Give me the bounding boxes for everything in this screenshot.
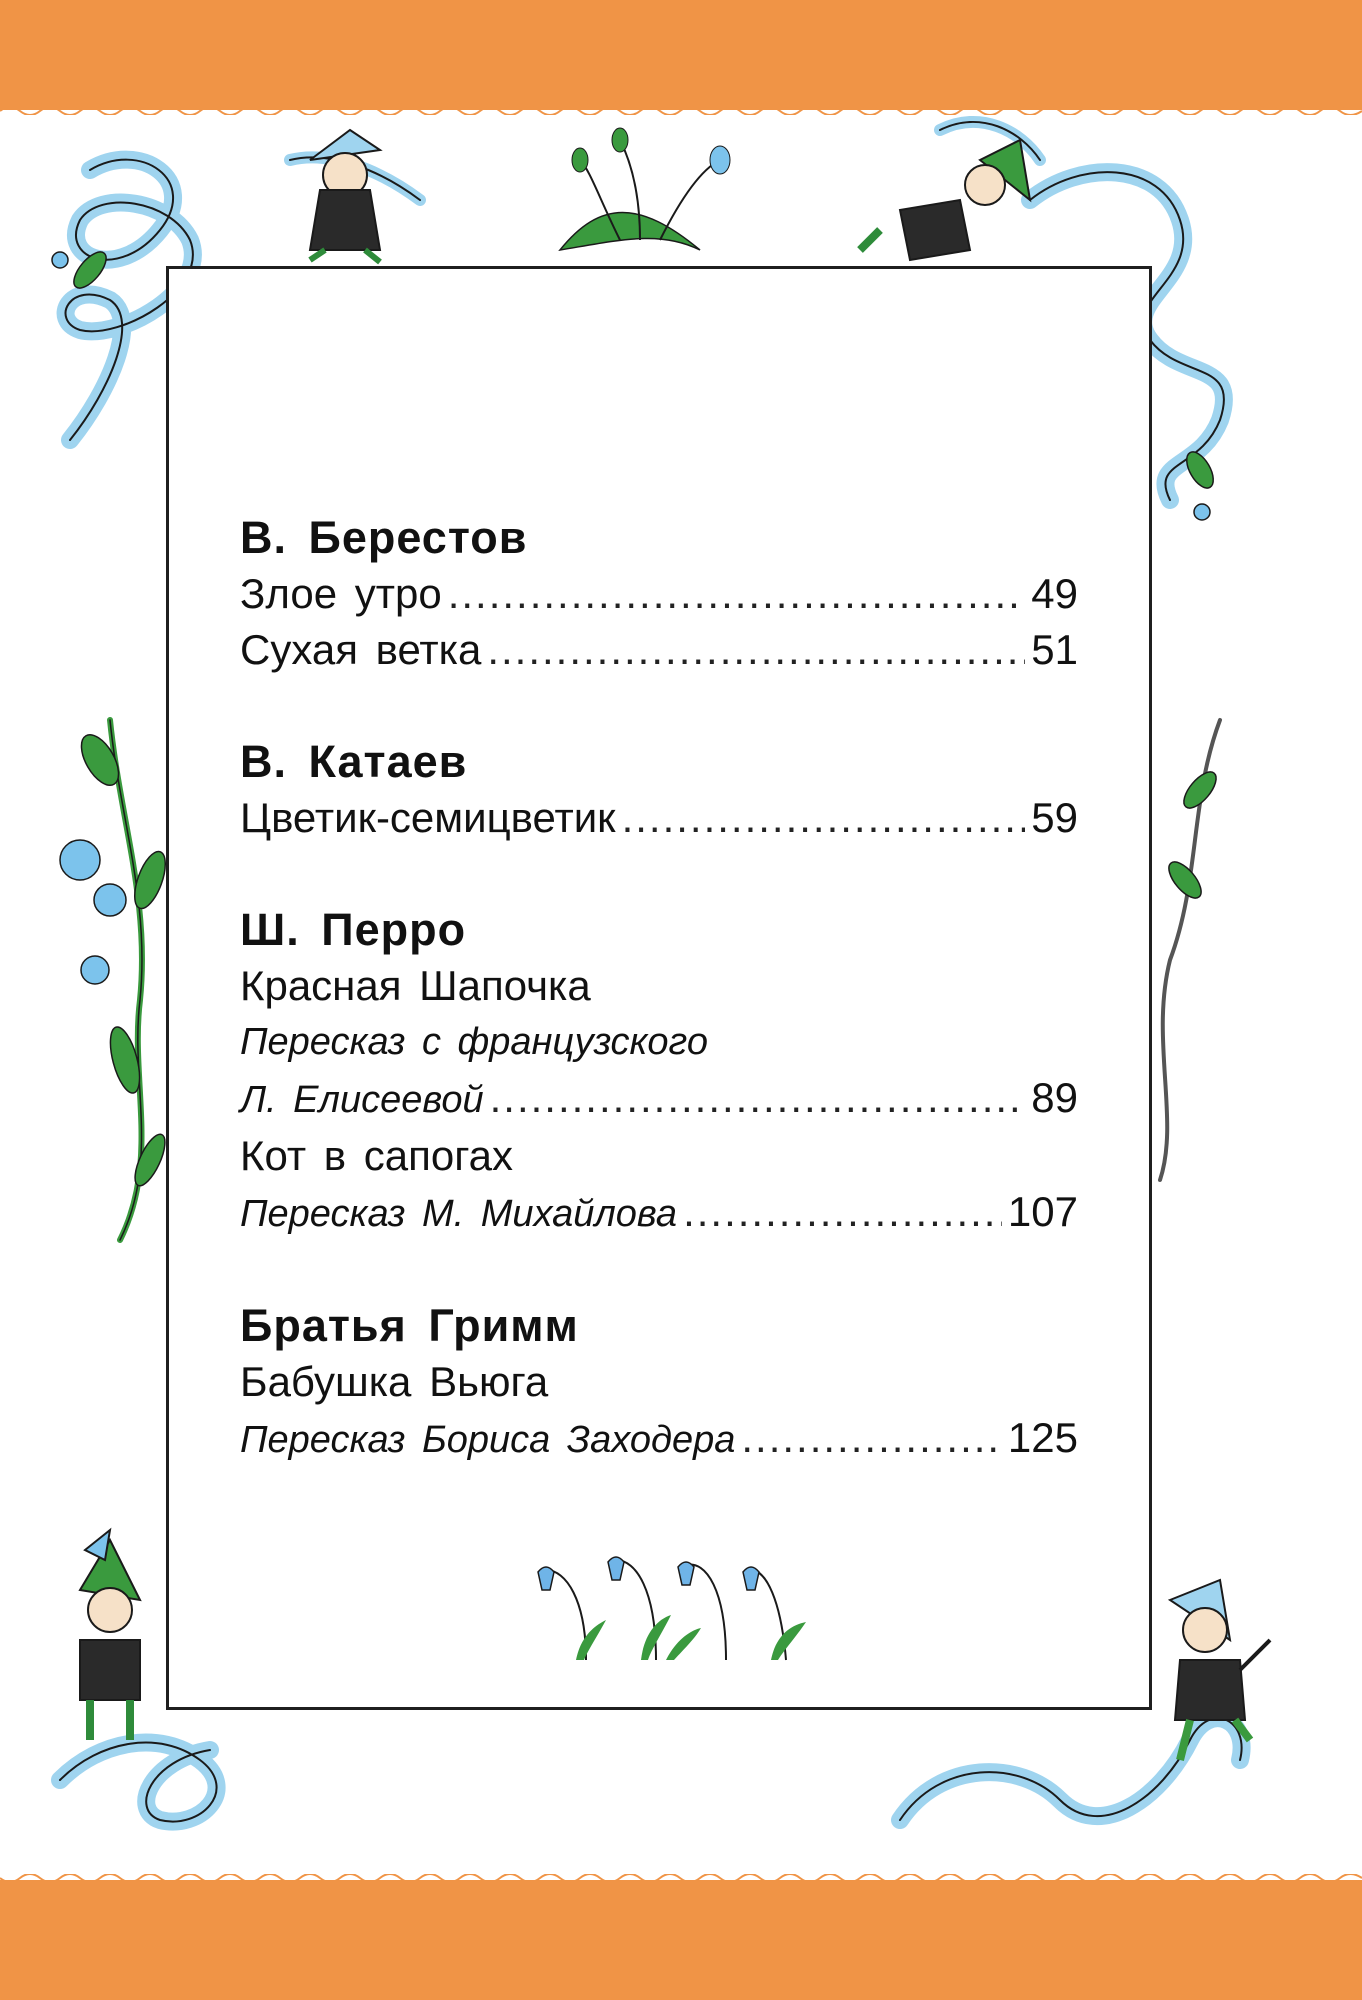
- toc-group-grimm: [240, 1298, 1078, 1468]
- entry-note: Пересказ Бориса Заходера: [240, 1419, 736, 1461]
- page-number: 125: [1007, 1414, 1078, 1461]
- dot-leader: [448, 566, 1026, 622]
- page-number: 51: [1031, 626, 1078, 673]
- dot-leader: [490, 1070, 1026, 1126]
- toc-group-kataev: [240, 734, 1078, 846]
- gnome-bottom-right: [1170, 1580, 1270, 1760]
- toc-entry[interactable]: [240, 1070, 1078, 1128]
- toc-entry[interactable]: [240, 622, 1078, 678]
- author-heading: В. Катаев: [240, 736, 468, 787]
- page-number: 49: [1031, 570, 1078, 617]
- toc-entry[interactable]: [240, 790, 1078, 846]
- dot-leader: [683, 1184, 1002, 1240]
- toc-entry[interactable]: [240, 1410, 1078, 1468]
- vine-left: [110, 720, 142, 1240]
- entry-title: Цветик-семицветик: [240, 794, 616, 841]
- toc-entry[interactable]: [240, 1184, 1078, 1242]
- author-heading: Ш. Перро: [240, 904, 467, 955]
- entry-note: Пересказ М. Михайлова: [240, 1193, 678, 1235]
- dot-leader: [487, 622, 1025, 678]
- toc-group-berestov: [240, 510, 1078, 678]
- entry-title[interactable]: Кот в сапогах: [240, 1132, 514, 1179]
- entry-title[interactable]: Бабушка Вьюга: [240, 1358, 549, 1405]
- author-heading: Братья Гримм: [240, 1300, 579, 1351]
- snowdrops-illustration: [526, 1540, 846, 1670]
- entry-title: Сухая ветка: [240, 626, 482, 673]
- toc-entry[interactable]: [240, 566, 1078, 622]
- gnome-top-right: [860, 140, 1030, 260]
- page-number: 89: [1031, 1074, 1078, 1121]
- page-number: 59: [1031, 794, 1078, 841]
- table-of-contents: [240, 510, 1078, 1524]
- page-number: 107: [1007, 1188, 1078, 1235]
- entry-note: Л. Елисеевой: [240, 1079, 484, 1121]
- plant-top-center: [560, 128, 730, 250]
- entry-title[interactable]: Красная Шапочка: [240, 962, 591, 1009]
- gnome-top-left: [310, 130, 380, 262]
- entry-note: Пересказ с французского: [240, 1021, 708, 1063]
- dot-leader: [622, 790, 1026, 846]
- author-heading: В. Берестов: [240, 512, 528, 563]
- dot-leader: [741, 1410, 1002, 1466]
- toc-group-perrault: [240, 902, 1078, 1242]
- entry-title: Злое утро: [240, 570, 442, 617]
- gnome-bottom-left: [80, 1530, 140, 1740]
